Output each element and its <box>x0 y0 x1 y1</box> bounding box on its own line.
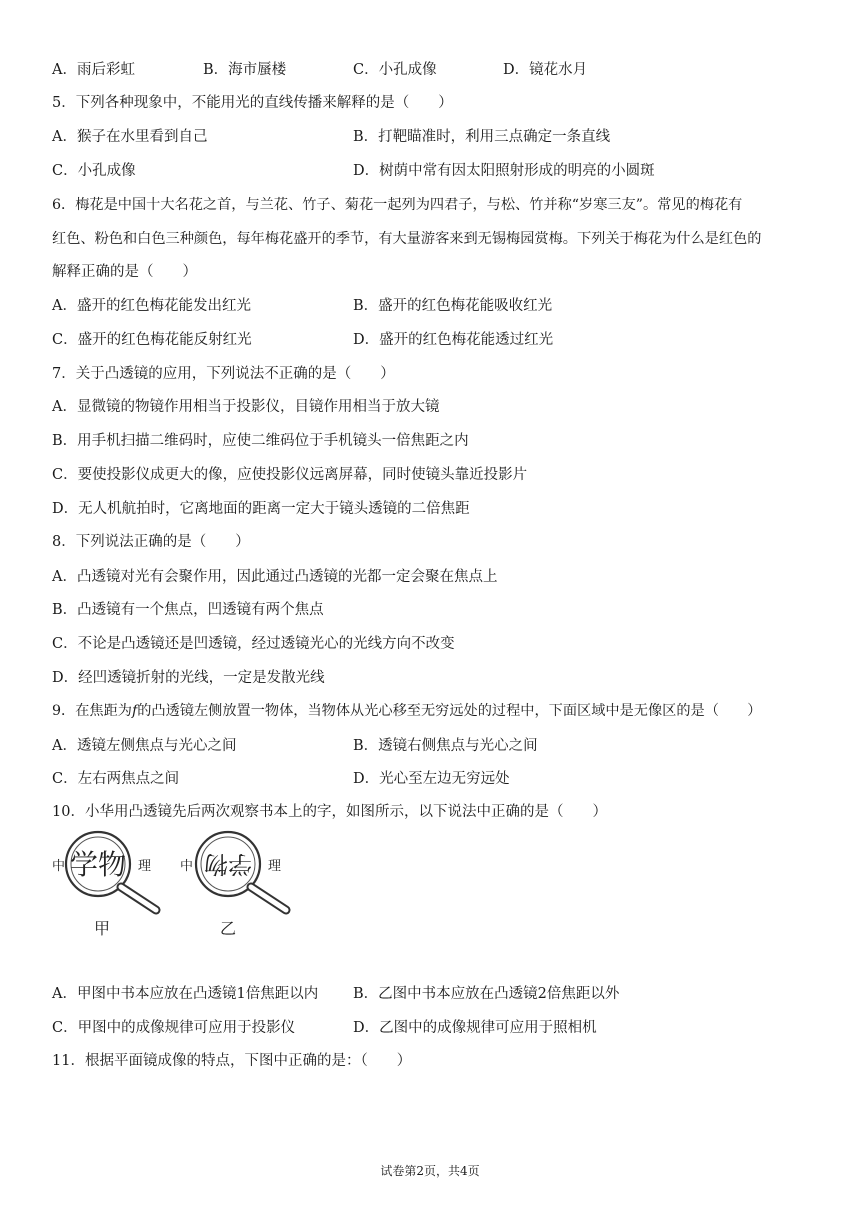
right-small-char-2: 理 <box>268 859 282 874</box>
q7-option-d: D．无人机航拍时，它离地面的距离一定大于镜头透镜的二倍焦距 <box>52 501 470 517</box>
magnifier-right <box>180 832 286 938</box>
q8-option-a: A．凸透镜对光有会聚作用，因此通过凸透镜的光都一定会聚在焦点上 <box>52 569 498 585</box>
q7-option-c: C．要使投影仪成更大的像，应使投影仪远离屏幕，同时使镜头靠近投影片 <box>52 467 528 483</box>
left-enlarged-text: 学物 <box>69 848 127 881</box>
q9-option-d: D．光心至左边无穷远处 <box>353 771 510 787</box>
q5-option-a: A．猴子在水里看到自己 <box>52 129 208 145</box>
left-small-char-2: 理 <box>138 859 152 874</box>
right-inverted-text: 学物 <box>204 850 252 878</box>
q5-stem: 5．下列各种现象中，不能用光的直线传播来解释的是（ ） <box>52 95 453 111</box>
q9-option-c: C．左右两焦点之间 <box>52 771 180 787</box>
q9-option-a: A．透镜左侧焦点与光心之间 <box>52 738 237 754</box>
q10-option-d: D．乙图中的成像规律可应用于照相机 <box>353 1020 597 1036</box>
magnifier-figure <box>48 826 368 946</box>
q9-stem-post: 的凸透镜左侧放置一物体，当物体从光心移至无穷远处的过程中，下面区域中是无像区的是（ ） <box>137 703 762 719</box>
q5-option-c: C．小孔成像 <box>52 163 136 179</box>
left-handle-inner <box>121 887 156 910</box>
q5-option-b: B．打靶瞄准时，利用三点确定一条直线 <box>353 129 611 145</box>
left-small-char-1: 中 <box>52 859 66 874</box>
q8-stem: 8．下列说法正确的是（ ） <box>52 534 250 550</box>
q7-option-b: B．用手机扫描二维码时，应使二维码位于手机镜头一倍焦距之内 <box>52 433 469 449</box>
q9-focal-variable: f <box>131 703 138 719</box>
q8-option-c: C．不论是凸透镜还是凹透镜，经过透镜光心的光线方向不改变 <box>52 636 455 652</box>
q11-stem: 11．根据平面镜成像的特点，下图中正确的是：（ ） <box>52 1053 412 1069</box>
q5-option-d: D．树荫中常有因太阳照射形成的明亮的小圆斑 <box>353 163 655 179</box>
q6-option-c: C．盛开的红色梅花能反射红光 <box>52 332 252 348</box>
q7-option-a: A．显微镜的物镜作用相当于投影仪，目镜作用相当于放大镜 <box>52 399 440 415</box>
q8-option-d: D．经凹透镜折射的光线，一定是发散光线 <box>52 670 325 686</box>
q6-option-d: D．盛开的红色梅花能透过红光 <box>353 332 554 348</box>
q4-option-c: C．小孔成像 <box>353 62 437 78</box>
magnifier-left <box>52 832 156 938</box>
q8-option-b: B．凸透镜有一个焦点，凹透镜有两个焦点 <box>52 602 324 618</box>
q6-option-a: A．盛开的红色梅花能发出红光 <box>52 298 251 314</box>
right-handle-inner <box>251 887 286 910</box>
q6-stem-line-3: 解释正确的是（ ） <box>52 264 197 280</box>
q6-stem-line-2: 红色、粉色和白色三种颜色，每年梅花盛开的季节，有大量游客来到无锡梅园赏梅。下列关于梅花为什么是红色的 <box>52 231 762 247</box>
q10-option-b: B．乙图中书本应放在凸透镜2倍焦距以外 <box>353 986 620 1002</box>
q10-option-c: C．甲图中的成像规律可应用于投影仪 <box>52 1020 296 1036</box>
q6-option-b: B．盛开的红色梅花能吸收红光 <box>353 298 553 314</box>
q4-option-a: A．雨后彩虹 <box>52 62 135 78</box>
q4-option-d: D．镜花水月 <box>503 62 588 78</box>
right-caption: 乙 <box>220 919 237 938</box>
q10-option-a: A．甲图中书本应放在凸透镜1倍焦距以内 <box>52 986 319 1002</box>
q9-stem <box>52 701 762 721</box>
q9-stem-pre: 9．在焦距为 <box>52 703 132 719</box>
q6-stem-line-1: 6．梅花是中国十大名花之首，与兰花、竹子、菊花一起列为四君子，与松、竹并称“岁寒三友”。常见的梅花有 <box>52 197 743 213</box>
q10-stem: 10．小华用凸透镜先后两次观察书本上的字，如图所示，以下说法中正确的是（ ） <box>52 804 607 820</box>
q4-option-b: B．海市蜃楼 <box>203 62 287 78</box>
page-footer: 试卷第2页，共4页 <box>380 1164 480 1178</box>
right-small-char-1: 中 <box>180 859 194 874</box>
q7-stem: 7．关于凸透镜的应用，下列说法不正确的是（ ） <box>52 366 395 382</box>
q9-option-b: B．透镜右侧焦点与光心之间 <box>353 738 538 754</box>
left-caption: 甲 <box>94 919 111 938</box>
